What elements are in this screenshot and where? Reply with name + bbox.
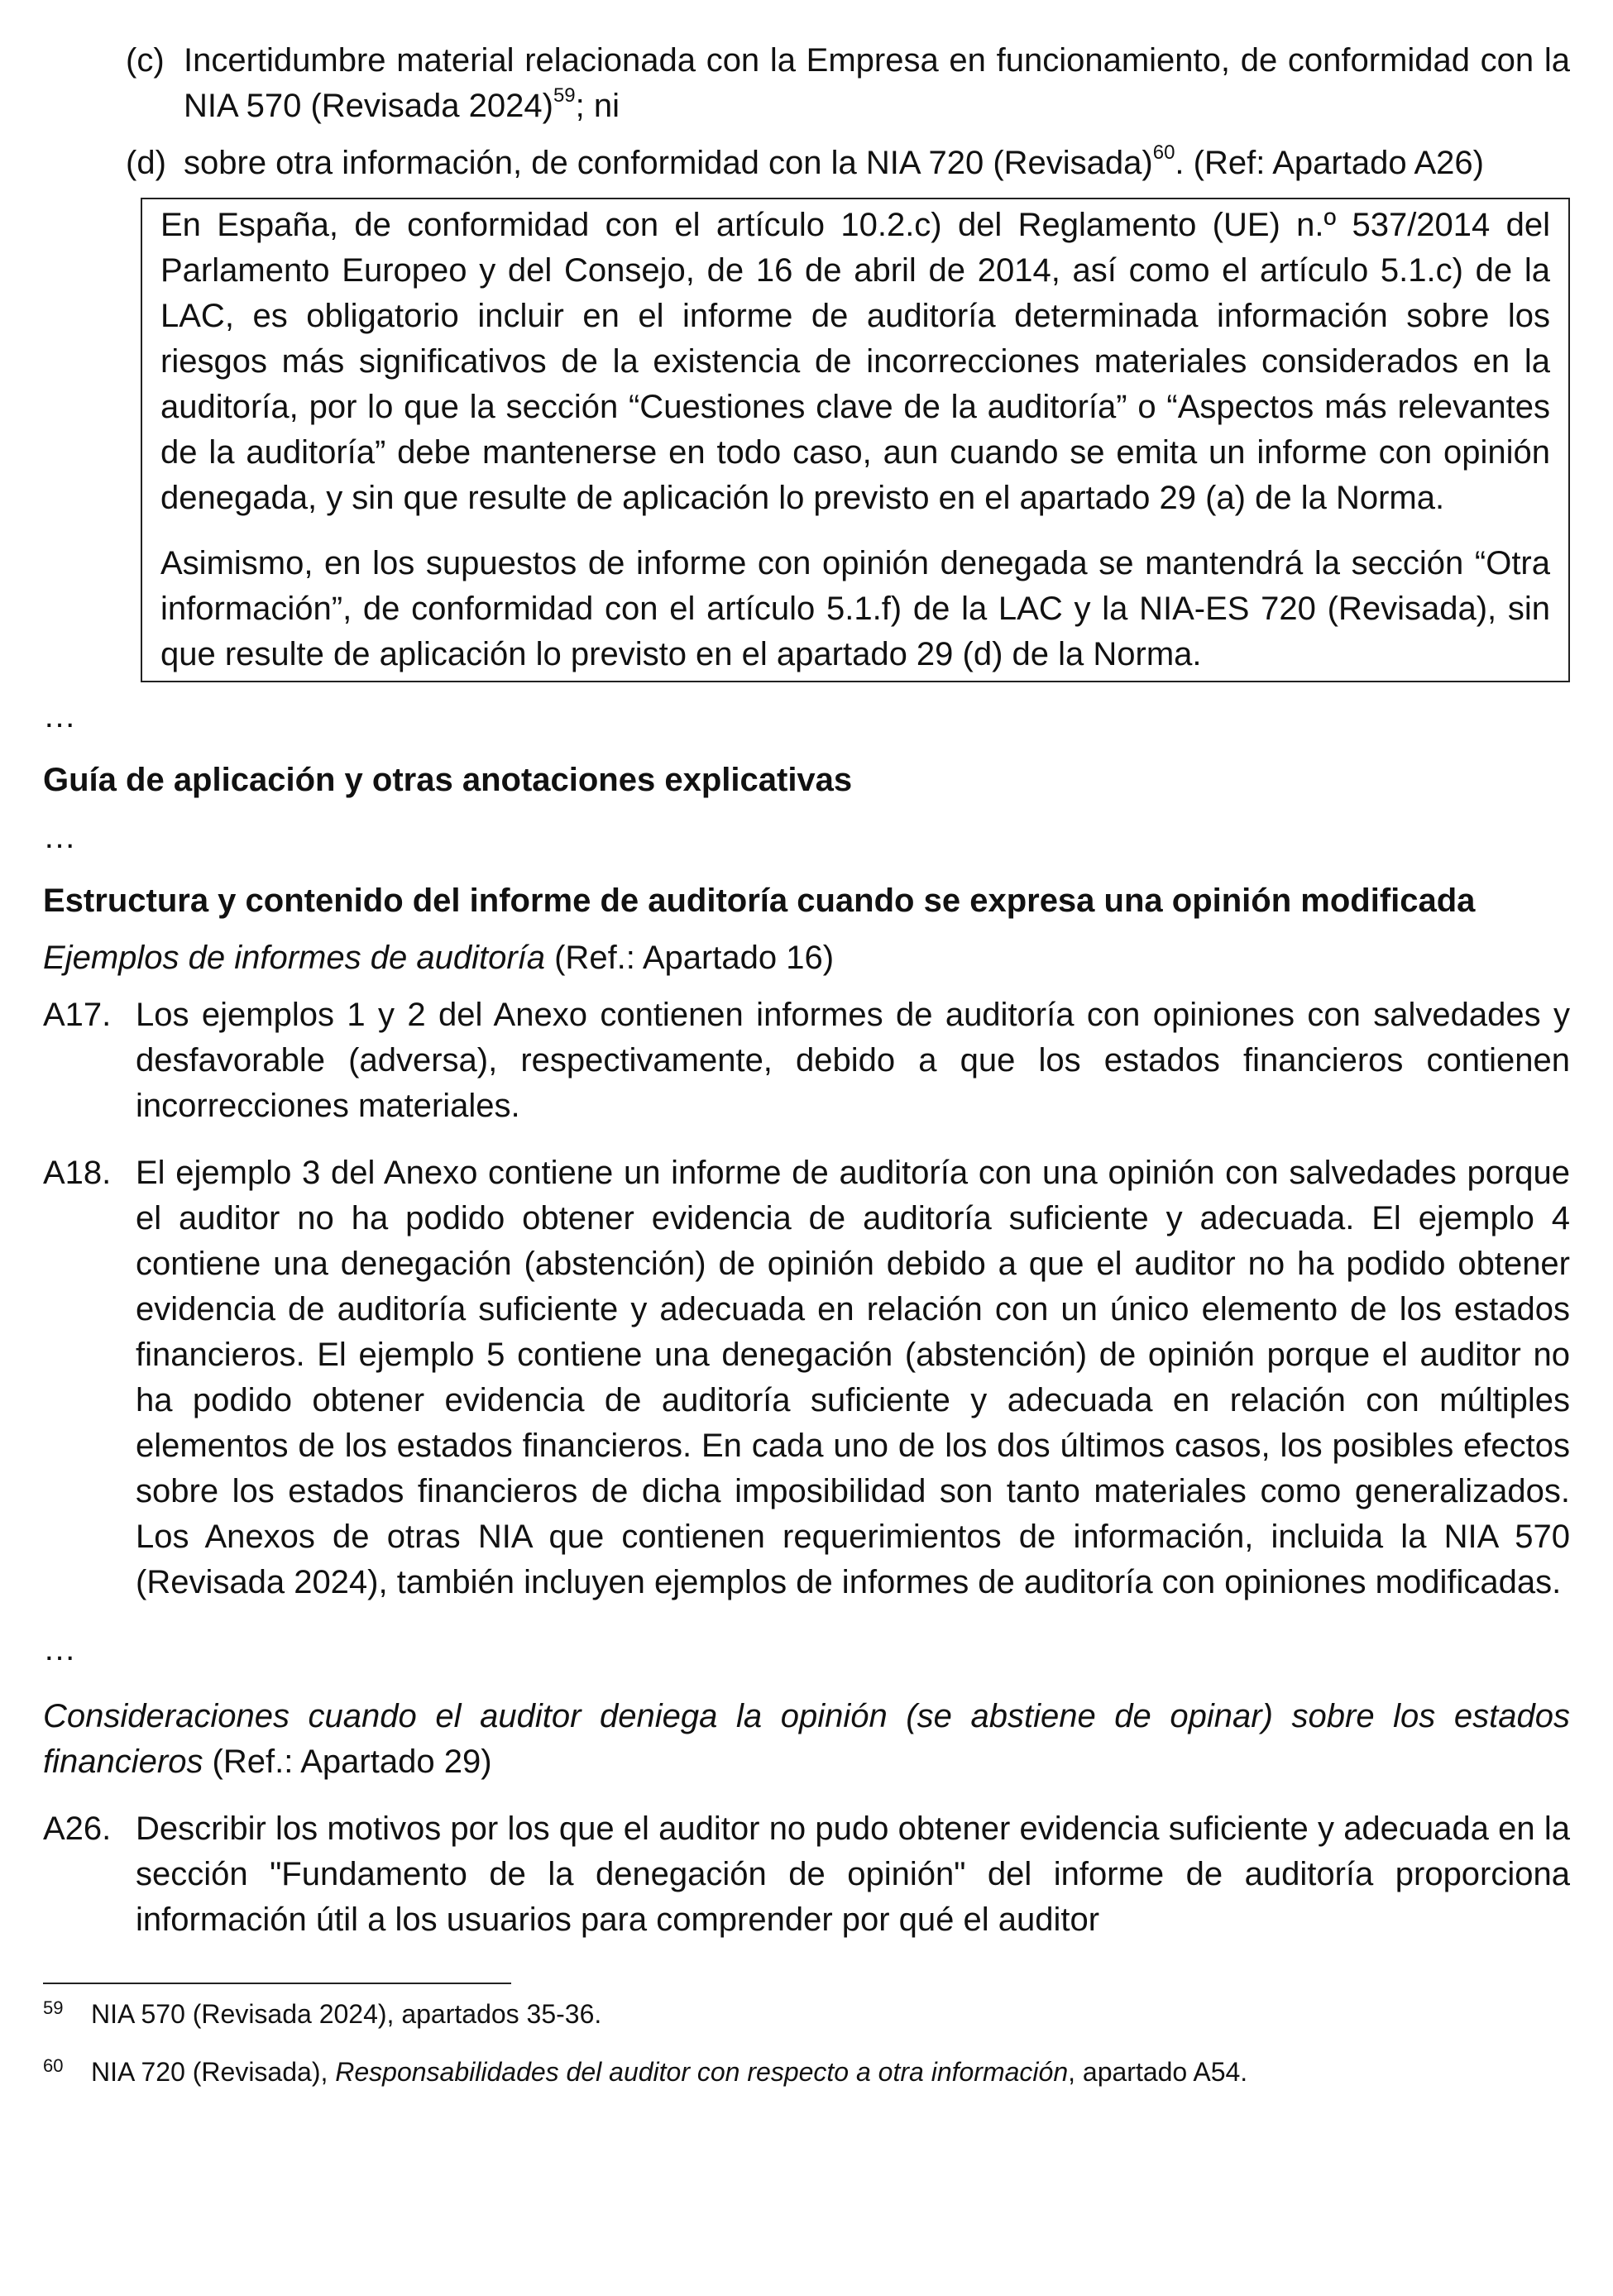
heading-guide: Guía de aplicación y otras anotaciones explicativas: [43, 762, 853, 798]
paragraph-text: Los ejemplos 1 y 2 del Anexo contienen informes de auditoría con opiniones con salvedades y desfavorable (adversa), respectivamente, debido a que los estados financieros contienen incorrecciones materiales.: [136, 997, 1570, 1124]
list-item-c: [126, 38, 1570, 129]
list-label: (d): [126, 145, 166, 181]
paragraph-a18: [43, 1150, 1570, 1605]
footnote-text-body: NIA 720 (Revisada),: [91, 2057, 336, 2087]
footnote-ref-59[interactable]: 59: [553, 84, 576, 107]
footnote-text-after: , apartado A54.: [1068, 2057, 1248, 2087]
paragraph-a17: [43, 993, 1570, 1129]
subheading-ref: (Ref.: Apartado 16): [545, 940, 835, 976]
list-label: (c): [126, 42, 165, 79]
heading-structure: Estructura y contenido del informe de auditoría cuando se expresa una opinión modificada: [43, 883, 1476, 919]
footnote-number: 59: [43, 1997, 64, 2018]
list-text-body: Incertidumbre material relacionada con la Empresa en funcionamiento, de conformidad con la NIA 570 (Revisada 2024): [184, 42, 1570, 124]
paragraph-label: A26.: [43, 1810, 112, 1847]
paragraph-text: Describir los motivos por los que el auditor no pudo obtener evidencia suficiente y adecuada en la sección "Fundamento de la denegación de opinión" del informe de auditoría proporciona información útil a los usuarios para comprender por qué el auditor: [136, 1810, 1570, 1938]
subheading-considerations: [43, 1694, 1570, 1785]
footnote-divider: [43, 1983, 511, 1984]
list-text-body: sobre otra información, de conformidad con la NIA 720 (Revisada): [184, 145, 1153, 181]
subheading-ref: (Ref.: Apartado 29): [203, 1744, 492, 1780]
list-text-after: . (Ref: Apartado A26): [1175, 145, 1484, 181]
footnote-number: 60: [43, 2055, 64, 2076]
box-paragraph-1: En España, de conformidad con el artículo 10.2.c) del Reglamento (UE) n.º 537/2014 del Parlamento Europeo y del Consejo, de 16 de abril de 2014, así como el artículo 5.1.c) de la LAC, es obligatorio incluir en el informe de auditoría determinada información sobre los riesgos más significativos de la existencia de incorrecciones materiales considerados en la auditoría, por lo que la sección “Cuestiones clave de la auditoría” o “Aspectos más relevantes de la auditoría” debe mantenerse en todo caso, aun cuando se emita un informe con opinión denegada, y sin que resulte de aplicación lo previsto en el apartado 29 (a) de la Norma.: [160, 207, 1550, 516]
spain-note-box: [141, 198, 1570, 682]
footnote-text: NIA 570 (Revisada 2024), apartados 35-36.: [91, 1999, 602, 2029]
subheading-title: Consideraciones cuando el auditor deniega la opinión (se abstiene de opinar) sobre los estados financieros: [43, 1698, 1570, 1780]
list-text: [184, 38, 1570, 129]
list-text-after: ; ni: [575, 88, 620, 124]
ellipsis: …: [43, 698, 76, 734]
subheading-examples: [43, 935, 1570, 981]
list-text: [184, 141, 1570, 186]
ellipsis: …: [43, 1631, 76, 1667]
footnote-text: [91, 2054, 1247, 2090]
box-paragraph-2: Asimismo, en los supuestos de informe con opinión denegada se mantendrá la sección “Otra información”, de conformidad con el artículo 5.1.f) de la LAC y la NIA-ES 720 (Revisada), sin que resulte de aplicación lo previsto en el apartado 29 (d) de la Norma.: [160, 545, 1550, 672]
document-page: [43, 38, 1570, 2090]
footnote-60: [43, 2054, 1570, 2090]
paragraph-label: A18.: [43, 1155, 112, 1191]
list-item-d: [126, 141, 1570, 186]
footnote-title: Responsabilidades del auditor con respecto a otra información: [335, 2057, 1069, 2087]
paragraph-text: El ejemplo 3 del Anexo contiene un informe de auditoría con una opinión con salvedades porque el auditor no ha podido obtener evidencia de auditoría suficiente y adecuada. El ejemplo 4 contiene una denegación (abstención) de opinión debido a que el auditor no ha podido obtener evidencia de auditoría suficiente y adecuada en relación con un único elemento de los estados financieros. El ejemplo 5 contiene una denegación (abstención) de opinión porque el auditor no ha podido obtener evidencia de auditoría suficiente y adecuada en relación con múltiples elementos de los estados financieros. En cada uno de los dos últimos casos, los posibles efectos sobre los estados financieros de dicha imposibilidad son tanto materiales como generalizados. Los Anexos de otras NIA que contienen requerimientos de información, incluida la NIA 570 (Revisada 2024), también incluyen ejemplos de informes de auditoría con opiniones modificadas.: [136, 1155, 1570, 1600]
paragraph-label: A17.: [43, 997, 112, 1033]
ellipsis: …: [43, 819, 76, 855]
paragraph-a26: [43, 1806, 1570, 1943]
footnote-59: [43, 1996, 1570, 2032]
footnote-ref-60[interactable]: 60: [1152, 141, 1175, 164]
subheading-title: Ejemplos de informes de auditoría: [43, 940, 545, 976]
